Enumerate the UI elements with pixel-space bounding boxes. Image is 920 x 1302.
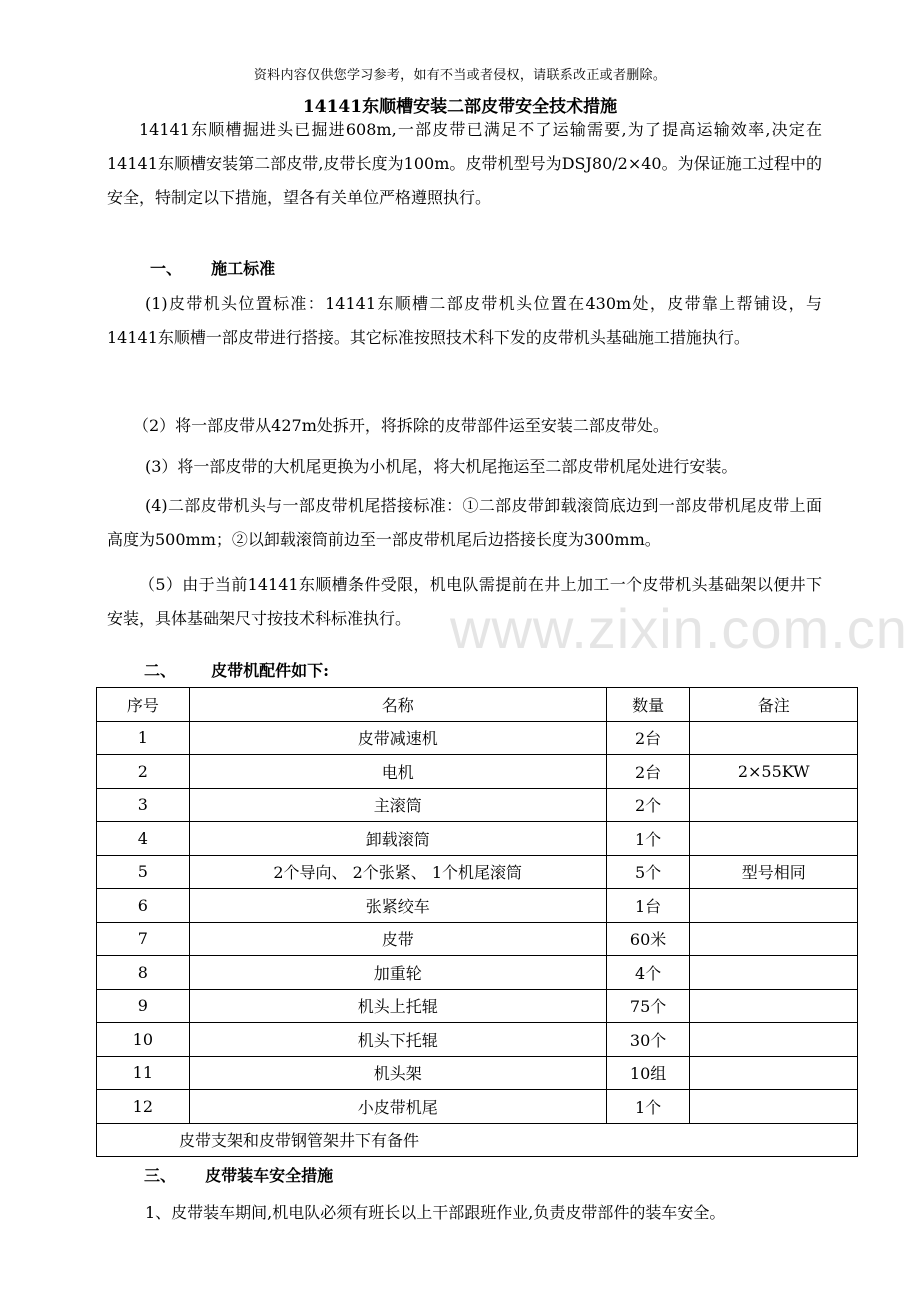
section-1-item: (3）将一部皮带的大机尾更换为小机尾，将大机尾拖运至二部皮带机尾处进行安装。 [145, 457, 738, 476]
cell-name: 张紧绞车 [189, 889, 606, 923]
section-1-item: （5）由于当前14141东顺槽条件受限，机电队需提前在井上加工一个皮带机头基础架以便井下安装，具体基础架尺寸按技术科标准执行。 [107, 575, 822, 628]
header-cell-name: 名称 [189, 688, 606, 722]
section-1-number: 一、 [150, 259, 183, 278]
cell-remark [690, 989, 858, 1023]
section-3-heading [144, 1163, 333, 1186]
cell-name: 卸载滚筒 [189, 822, 606, 856]
cell-name: 2个导向、 2个张紧、 1个机尾滚筒 [189, 855, 606, 889]
cell-name: 机头架 [189, 1056, 606, 1090]
table-row [97, 822, 858, 856]
cell-quantity: 5个 [606, 855, 690, 889]
section-3-title: 皮带装车安全措施 [205, 1166, 334, 1185]
section-1-item: （2）将一部皮带从427m处拆开，将拆除的皮带部件运至安装二部皮带处。 [133, 416, 669, 435]
section-2-title: 皮带机配件如下: [211, 661, 330, 680]
table-header-row [97, 688, 858, 722]
table-row [97, 922, 858, 956]
table-row [97, 1023, 858, 1057]
cell-name: 主滚筒 [189, 788, 606, 822]
cell-index: 6 [97, 889, 190, 923]
section-1-item: (1)皮带机头位置标准：14141东顺槽二部皮带机头位置在430m处，皮带靠上帮铺设，与14141东顺槽一部皮带进行搭接。其它标准按照技术科下发的皮带机头基础施工措施执行。 [107, 294, 822, 347]
cell-index: 2 [97, 755, 190, 789]
document-title: 14141东顺槽安装二部皮带安全技术措施 [302, 97, 618, 117]
table-row [97, 1056, 858, 1090]
cell-remark [690, 721, 858, 755]
table-row [97, 855, 858, 889]
cell-quantity: 2台 [606, 755, 690, 789]
section-1-heading [150, 256, 275, 279]
cell-index: 7 [97, 922, 190, 956]
cell-remark [690, 788, 858, 822]
header-cell-remark: 备注 [690, 688, 858, 722]
cell-remark [690, 1056, 858, 1090]
section-1-title: 施工标准 [211, 259, 276, 278]
cell-name: 加重轮 [189, 956, 606, 990]
section-1-item: (4)二部皮带机头与一部皮带机尾搭接标准：①二部皮带卸载滚筒底边到一部皮带机尾皮带上面高度为500mm；②以卸载滚筒前边至一部皮带机尾后边搭接长度为300mm。 [107, 496, 822, 549]
cell-index: 1 [97, 721, 190, 755]
cell-index: 10 [97, 1023, 190, 1057]
table-row [97, 721, 858, 755]
cell-remark [690, 956, 858, 990]
cell-quantity: 30个 [606, 1023, 690, 1057]
table-row [97, 989, 858, 1023]
cell-remark [690, 1023, 858, 1057]
cell-remark [690, 822, 858, 856]
cell-index: 12 [97, 1090, 190, 1124]
cell-name: 皮带 [189, 922, 606, 956]
cell-quantity: 2台 [606, 721, 690, 755]
cell-quantity: 75个 [606, 989, 690, 1023]
cell-quantity: 60米 [606, 922, 690, 956]
table-row [97, 1090, 858, 1124]
header-cell-index: 序号 [97, 688, 190, 722]
header-cell-quantity: 数量 [606, 688, 690, 722]
cell-remark [690, 1090, 858, 1124]
cell-quantity: 1个 [606, 1090, 690, 1124]
cell-name: 小皮带机尾 [189, 1090, 606, 1124]
section-3-number: 三、 [144, 1166, 177, 1185]
cell-index: 9 [97, 989, 190, 1023]
table-footnote: 皮带支架和皮带钢管架井下有备件 [97, 1123, 858, 1157]
cell-quantity: 2个 [606, 788, 690, 822]
cell-index: 3 [97, 788, 190, 822]
disclaimer-header: 资料内容仅供您学习参考，如有不当或者侵权，请联系改正或者删除。 [253, 68, 667, 83]
cell-name: 电机 [189, 755, 606, 789]
cell-quantity: 10组 [606, 1056, 690, 1090]
section-2-heading [144, 658, 329, 681]
cell-name: 皮带减速机 [189, 721, 606, 755]
cell-quantity: 1个 [606, 822, 690, 856]
cell-remark: 2×55KW [690, 755, 858, 789]
cell-index: 4 [97, 822, 190, 856]
table-row [97, 788, 858, 822]
table-row [97, 889, 858, 923]
intro-paragraph: 14141东顺槽掘进头已掘进608m,一部皮带已满足不了运输需要,为了提高运输效率,决定在14141东顺槽安装第二部皮带,皮带长度为100m。皮带机型号为DSJ80/2×40。为保证施工过程中的安全，特制定以下措施，望各有关单位严格遵照执行。 [107, 120, 822, 207]
table-row [97, 956, 858, 990]
cell-index: 5 [97, 855, 190, 889]
cell-index: 8 [97, 956, 190, 990]
cell-remark [690, 889, 858, 923]
parts-table [96, 687, 858, 1157]
table-footnote-row [97, 1123, 858, 1157]
section-3-item: 1、皮带装车期间,机电队必须有班长以上干部跟班作业,负责皮带部件的装车安全。 [145, 1203, 726, 1222]
site-watermark: www.zixin.com.cn [450, 597, 908, 660]
section-2-number: 二、 [144, 661, 177, 680]
cell-quantity: 4个 [606, 956, 690, 990]
cell-name: 机头上托辊 [189, 989, 606, 1023]
cell-index: 11 [97, 1056, 190, 1090]
table-row [97, 755, 858, 789]
cell-remark [690, 922, 858, 956]
cell-name: 机头下托辊 [189, 1023, 606, 1057]
cell-remark: 型号相同 [690, 855, 858, 889]
cell-quantity: 1台 [606, 889, 690, 923]
